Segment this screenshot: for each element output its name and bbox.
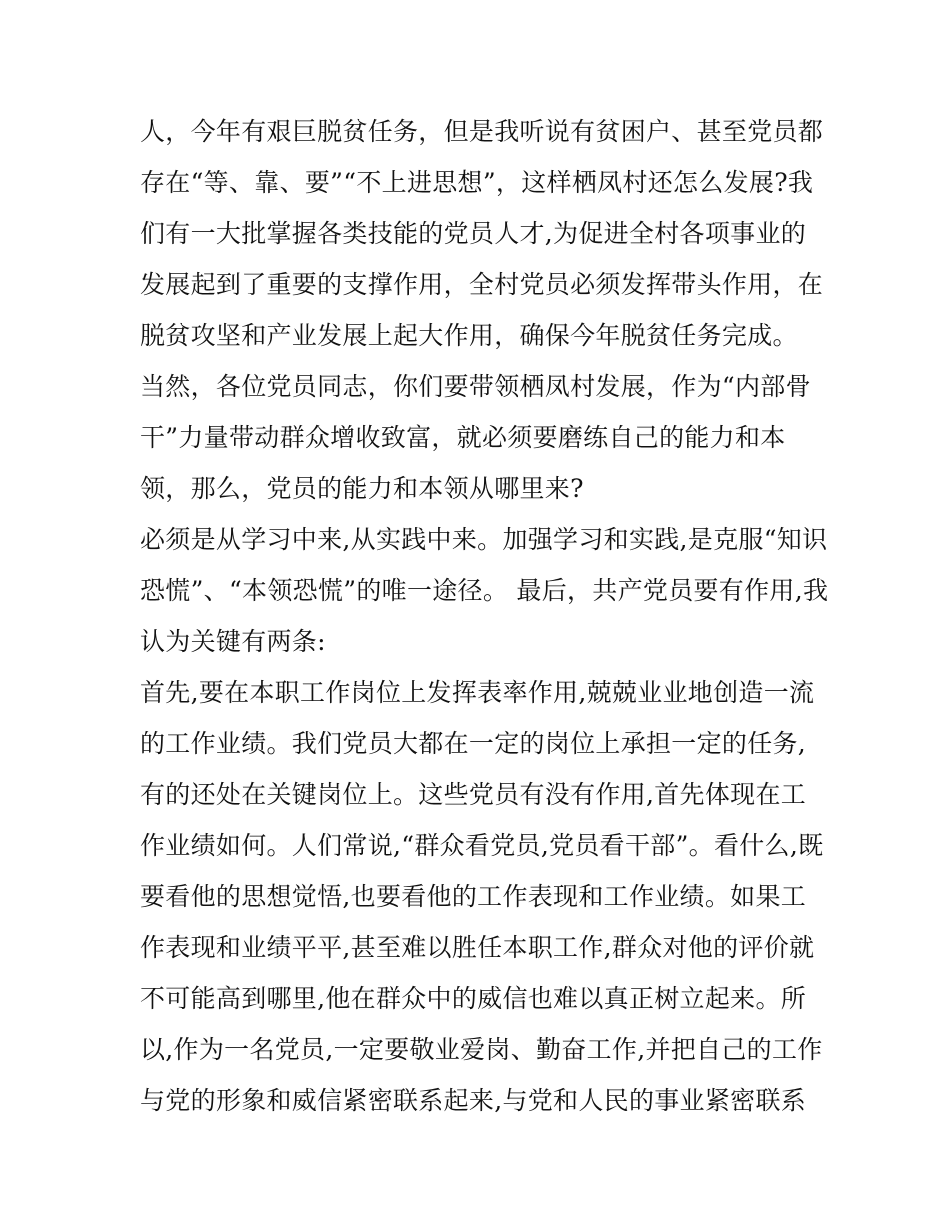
- text-line: 认为关键有两条:: [140, 627, 326, 656]
- text-line: 当然，各位党员同志，你们要带领栖凤村发展，作为“内部骨: [140, 372, 811, 401]
- text-line: 首先,要在本职工作岗位上发挥表率作用,兢兢业业地创造一流: [140, 678, 815, 707]
- text-line: 干”力量带动群众增收致富，就必须要磨练自己的能力和本: [140, 423, 786, 452]
- text-line: 有的还处在关键岗位上。这些党员有没有作用,首先体现在工: [140, 780, 807, 809]
- text-line: 人，今年有艰巨脱贫任务，但是我听说有贫困户、甚至党员都: [140, 117, 824, 146]
- text-line: 的工作业绩。我们党员大都在一定的岗位上承担一定的任务,: [140, 729, 807, 758]
- text-line: 存在“等、靠、要”“不上进思想”，这样栖凤村还怎么发展?我: [140, 168, 814, 197]
- text-line: 要看他的思想觉悟,也要看他的工作表现和工作业绩。如果工: [140, 882, 807, 911]
- body-text: [140, 106, 830, 1126]
- text-line: 发展起到了重要的支撑作用，全村党员必须发挥带头作用，在: [140, 270, 824, 299]
- text-line: 不可能高到哪里,他在群众中的威信也难以真正树立起来。所: [140, 984, 807, 1013]
- text-line: 们有一大批掌握各类技能的党员人才,为促进全村各项事业的: [140, 219, 807, 248]
- text-line: 必须是从学习中来,从实践中来。加强学习和实践,是克服“知识: [140, 525, 828, 554]
- text-line: 以,作为一名党员,一定要敬业爱岗、勤奋工作,并把自己的工作: [140, 1035, 823, 1064]
- text-line: 领，那么，党员的能力和本领从哪里来?: [140, 474, 584, 503]
- text-line: 恐慌”、“本领恐慌”的唯一途径。 最后，共产党员要有作用,我: [140, 576, 829, 605]
- text-line: 脱贫攻坚和产业发展上起大作用，确保今年脱贫任务完成。: [140, 321, 798, 350]
- text-line: 作表现和业绩平平,甚至难以胜任本职工作,群众对他的评价就: [140, 933, 815, 962]
- text-line: 与党的形象和威信紧密联系起来,与党和人民的事业紧密联系: [140, 1086, 807, 1115]
- text-line: 作业绩如何。人们常说,“群众看党员,党员看干部”。看什么,既: [140, 831, 824, 860]
